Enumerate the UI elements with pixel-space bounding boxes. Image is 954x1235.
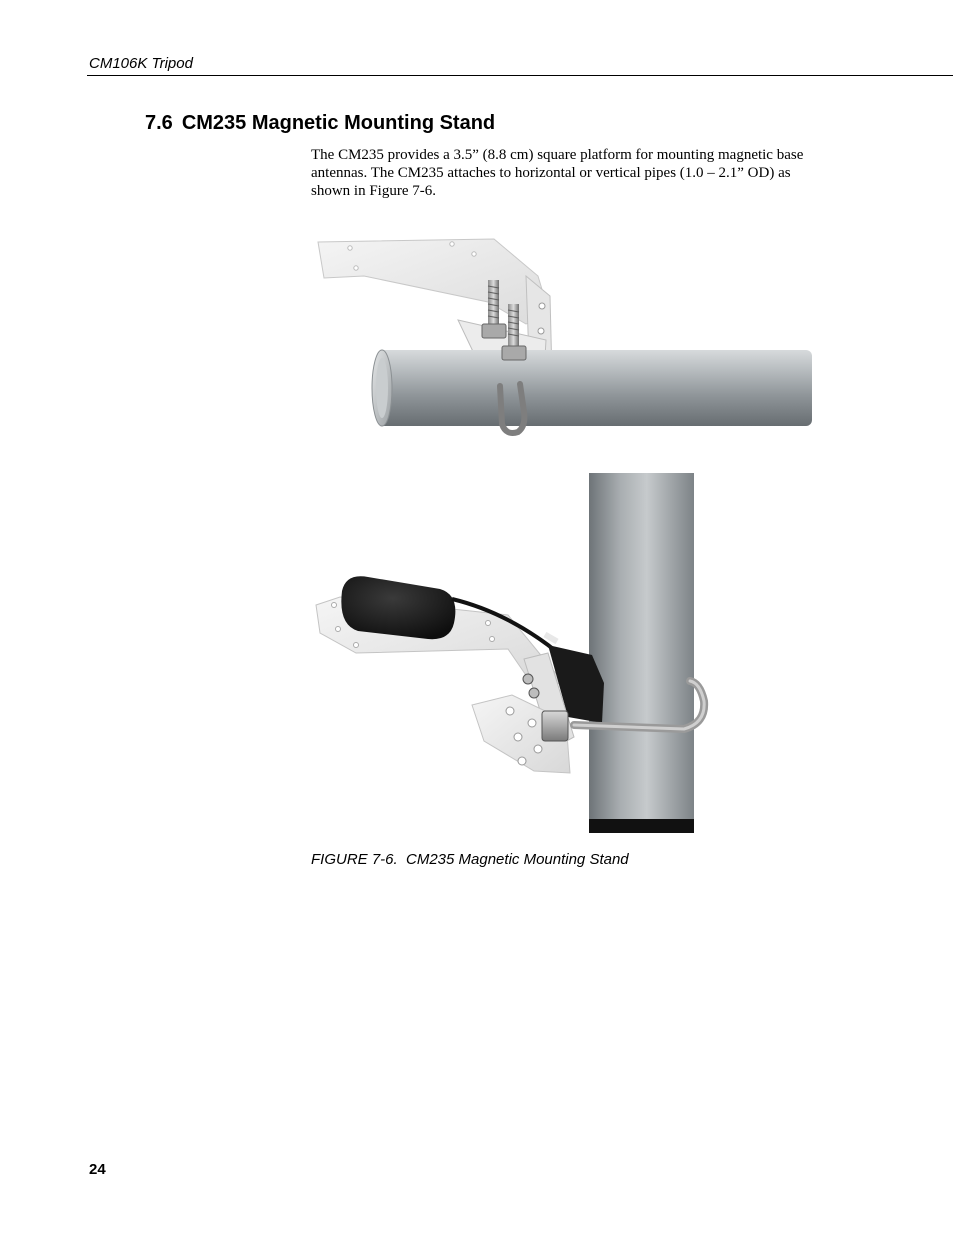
section-title-text: CM235 Magnetic Mounting Stand	[181, 112, 496, 134]
figure-caption: FIGURE 7-6. CM235 Magnetic Mounting Stand	[311, 851, 629, 868]
photo-vertical-pipe-mount	[312, 473, 712, 835]
running-header: CM106K Tripod	[89, 55, 193, 72]
photo-horizontal-pipe-mount	[312, 236, 812, 436]
section-title	[145, 112, 495, 135]
section-number: 7.6	[145, 112, 173, 134]
section-body: The CM235 provides a 3.5” (8.8 cm) square platform for mounting magnetic base antennas. The CM235 attaches to horizontal or vertical pipes (1.0 – 2.1” OD) as shown in Figure 7-6.	[311, 147, 804, 199]
header-rule	[87, 75, 953, 76]
page-number: 24	[89, 1161, 106, 1178]
